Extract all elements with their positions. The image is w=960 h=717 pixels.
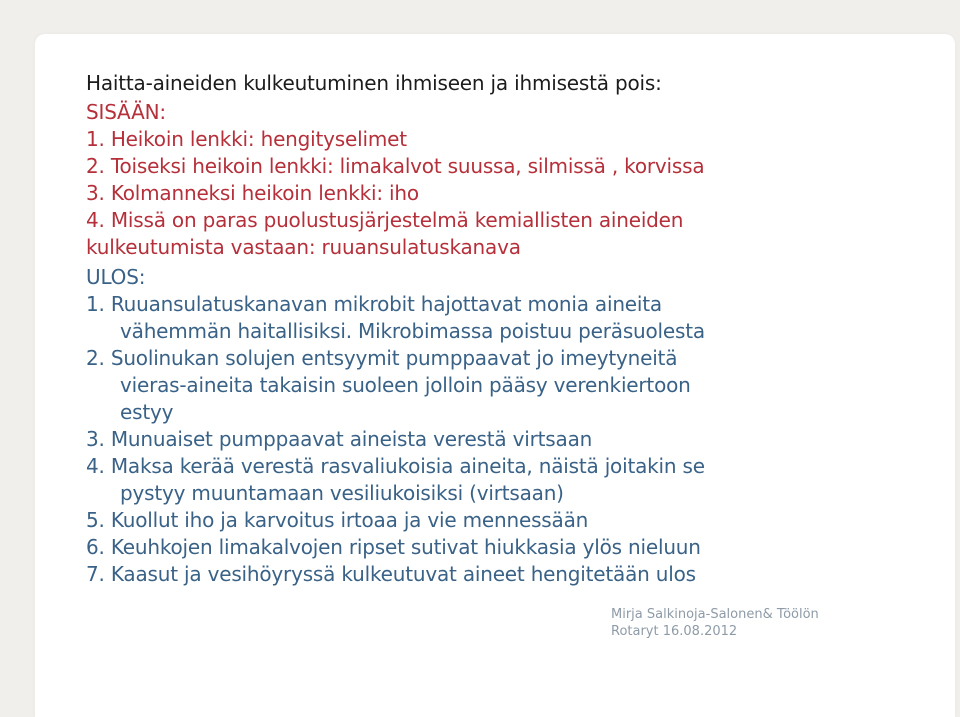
- out-item-4-continued: pystyy muuntamaan vesiliukoisiksi (virtsaan): [120, 481, 564, 505]
- out-section: [86, 264, 916, 588]
- out-item-3: 3. Munuaiset pumppaavat aineista verestä virtsaan: [86, 427, 593, 451]
- in-item-4: 4. Missä on paras puolustusjärjestelmä kemiallisten aineiden: [86, 208, 684, 232]
- in-section: [86, 99, 916, 261]
- in-item-4-continued: kulkeutumista vastaan: ruuansulatuskanava: [86, 235, 521, 259]
- out-item-4: 4. Maksa kerää verestä rasvaliukoisia aineita, näistä joitakin se: [86, 454, 705, 478]
- out-item-2-continued: vieras-aineita takaisin suoleen jolloin pääsy verenkiertoon: [120, 373, 691, 397]
- slide-content: [86, 70, 916, 588]
- out-item-7: 7. Kaasut ja vesihöyryssä kulkeutuvat aineet hengitetään ulos: [86, 562, 696, 586]
- out-item-2: 2. Suolinukan solujen entsyymit pumppaavat jo imeytyneitä: [86, 346, 678, 370]
- slide-footer: [611, 606, 819, 640]
- out-heading: ULOS:: [86, 265, 146, 289]
- slide-title: Haitta-aineiden kulkeutuminen ihmiseen ja ihmisestä pois:: [86, 71, 662, 95]
- in-item-1: 1. Heikoin lenkki: hengityselimet: [86, 127, 407, 151]
- in-item-3: 3. Kolmanneksi heikoin lenkki: iho: [86, 181, 419, 205]
- out-item-6: 6. Keuhkojen limakalvojen ripset sutivat hiukkasia ylös nieluun: [86, 535, 701, 559]
- footer-author: Mirja Salkinoja-Salonen& Töölön: [611, 607, 819, 622]
- out-item-1-continued: vähemmän haitallisiksi. Mikrobimassa poistuu peräsuolesta: [120, 319, 705, 343]
- out-item-1: 1. Ruuansulatuskanavan mikrobit hajottavat monia aineita: [86, 292, 662, 316]
- in-item-2: 2. Toiseksi heikoin lenkki: limakalvot suussa, silmissä , korvissa: [86, 154, 705, 178]
- out-item-5: 5. Kuollut iho ja karvoitus irtoaa ja vie mennessään: [86, 508, 589, 532]
- out-item-2-continued-2: estyy: [120, 400, 174, 424]
- footer-date: Rotaryt 16.08.2012: [611, 624, 738, 639]
- in-heading: SISÄÄN:: [86, 100, 166, 124]
